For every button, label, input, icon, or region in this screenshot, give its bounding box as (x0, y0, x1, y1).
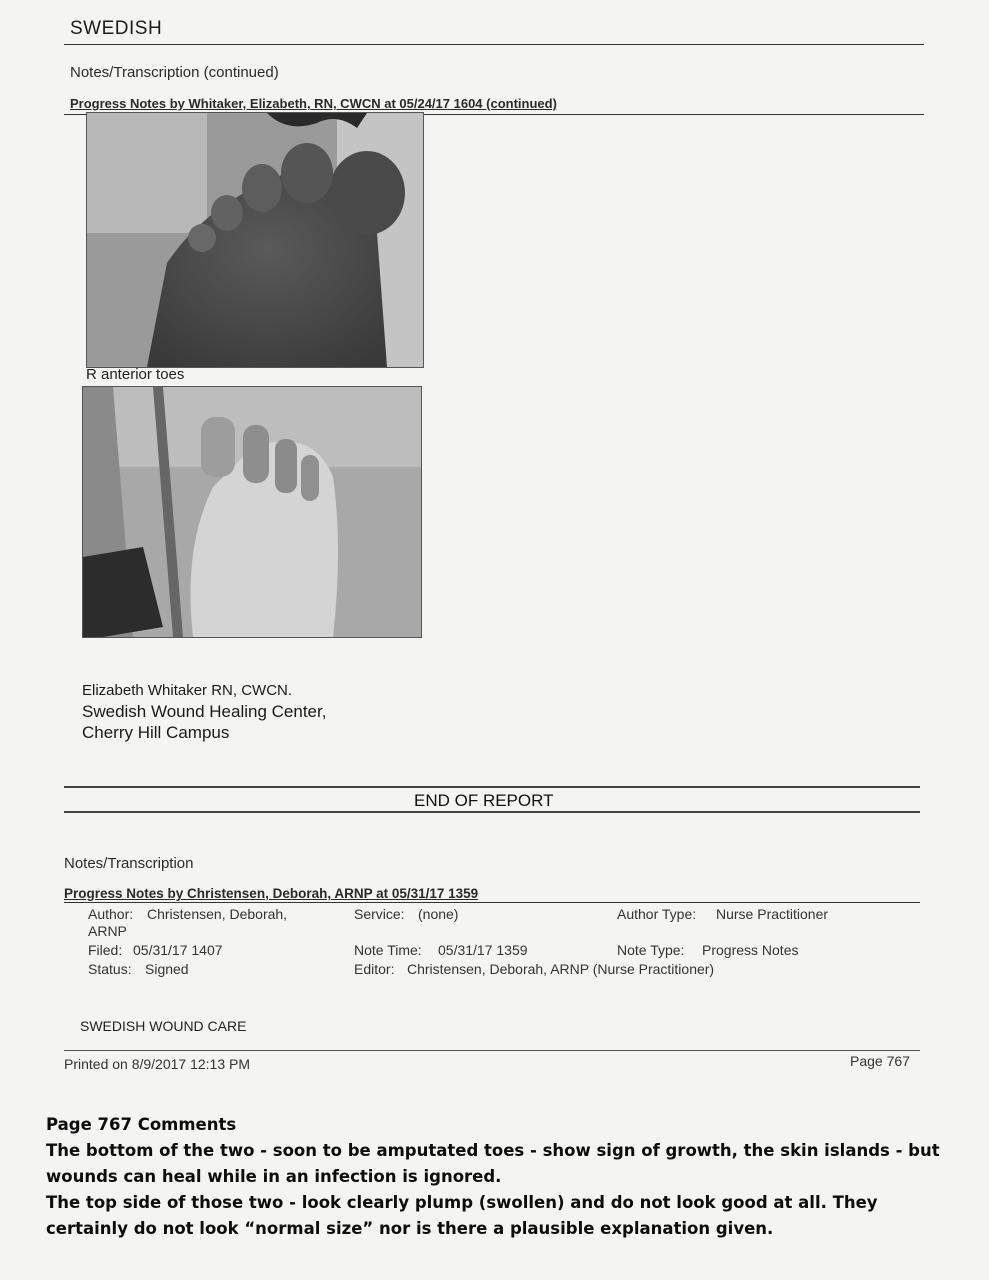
department-label: SWEDISH WOUND CARE (80, 1018, 247, 1034)
next-note-rule (64, 902, 920, 903)
note-time-value: 05/31/17 1359 (438, 942, 528, 958)
note-type-label: Note Type: (617, 942, 685, 958)
author-type-label: Author Type: (617, 906, 697, 922)
section-label: Notes/Transcription (continued) (70, 64, 279, 81)
author-label: Author: (88, 906, 134, 922)
next-section-label: Notes/Transcription (64, 855, 194, 872)
note-heading: Progress Notes by Whitaker, Elizabeth, RN, CWCN at 05/24/17 1604 (continued) (70, 96, 557, 111)
status-value: Signed (145, 961, 189, 977)
end-rule-top (64, 786, 920, 788)
footer-rule (64, 1050, 920, 1051)
author-type-value: Nurse Practitioner (716, 906, 829, 922)
filed-label: Filed: (88, 942, 123, 958)
signature-campus: Cherry Hill Campus (82, 723, 230, 742)
author-value-cont: ARNP (88, 923, 127, 939)
comments-title: Page 767 Comments (46, 1115, 237, 1134)
signature-facility: Swedish Wound Healing Center, (82, 702, 327, 721)
page-comments (46, 1112, 946, 1242)
wound-photo-toes-top (86, 112, 424, 368)
service-label: Service: (354, 906, 405, 922)
end-of-report-label: END OF REPORT (414, 791, 554, 810)
organization-header: SWEDISH (70, 18, 163, 39)
editor-value: Christensen, Deborah, ARNP (Nurse Practitioner) (407, 961, 715, 977)
printed-date: Printed on 8/9/2017 12:13 PM (64, 1056, 251, 1072)
filed-value: 05/31/17 1407 (133, 942, 223, 958)
page-number: Page 767 (850, 1053, 910, 1069)
signature-name: Elizabeth Whitaker RN, CWCN. (82, 682, 293, 699)
editor-label: Editor: (354, 961, 395, 977)
next-note-heading: Progress Notes by Christensen, Deborah, ARNP at 05/31/17 1359 (64, 886, 479, 901)
comments-paragraph-1: The bottom of the two - soon to be amputated toes - show sign of growth, the skin islands - but wounds can heal while in an infection is ignored. (46, 1141, 940, 1186)
wound-photo-toes-bottom (82, 386, 422, 638)
note-time-label: Note Time: (354, 942, 422, 958)
comments-paragraph-2: The top side of those two - look clearly plump (swollen) and do not look good at all. They certainly do not look “normal size” nor is there a plausible explanation given. (46, 1193, 878, 1238)
status-label: Status: (88, 961, 132, 977)
header-rule (64, 44, 924, 45)
service-value: (none) (418, 906, 459, 922)
note-type-value: Progress Notes (702, 942, 799, 958)
author-value: Christensen, Deborah, (147, 906, 288, 922)
end-rule-bottom (64, 811, 920, 813)
photo-caption: R anterior toes (86, 366, 185, 383)
